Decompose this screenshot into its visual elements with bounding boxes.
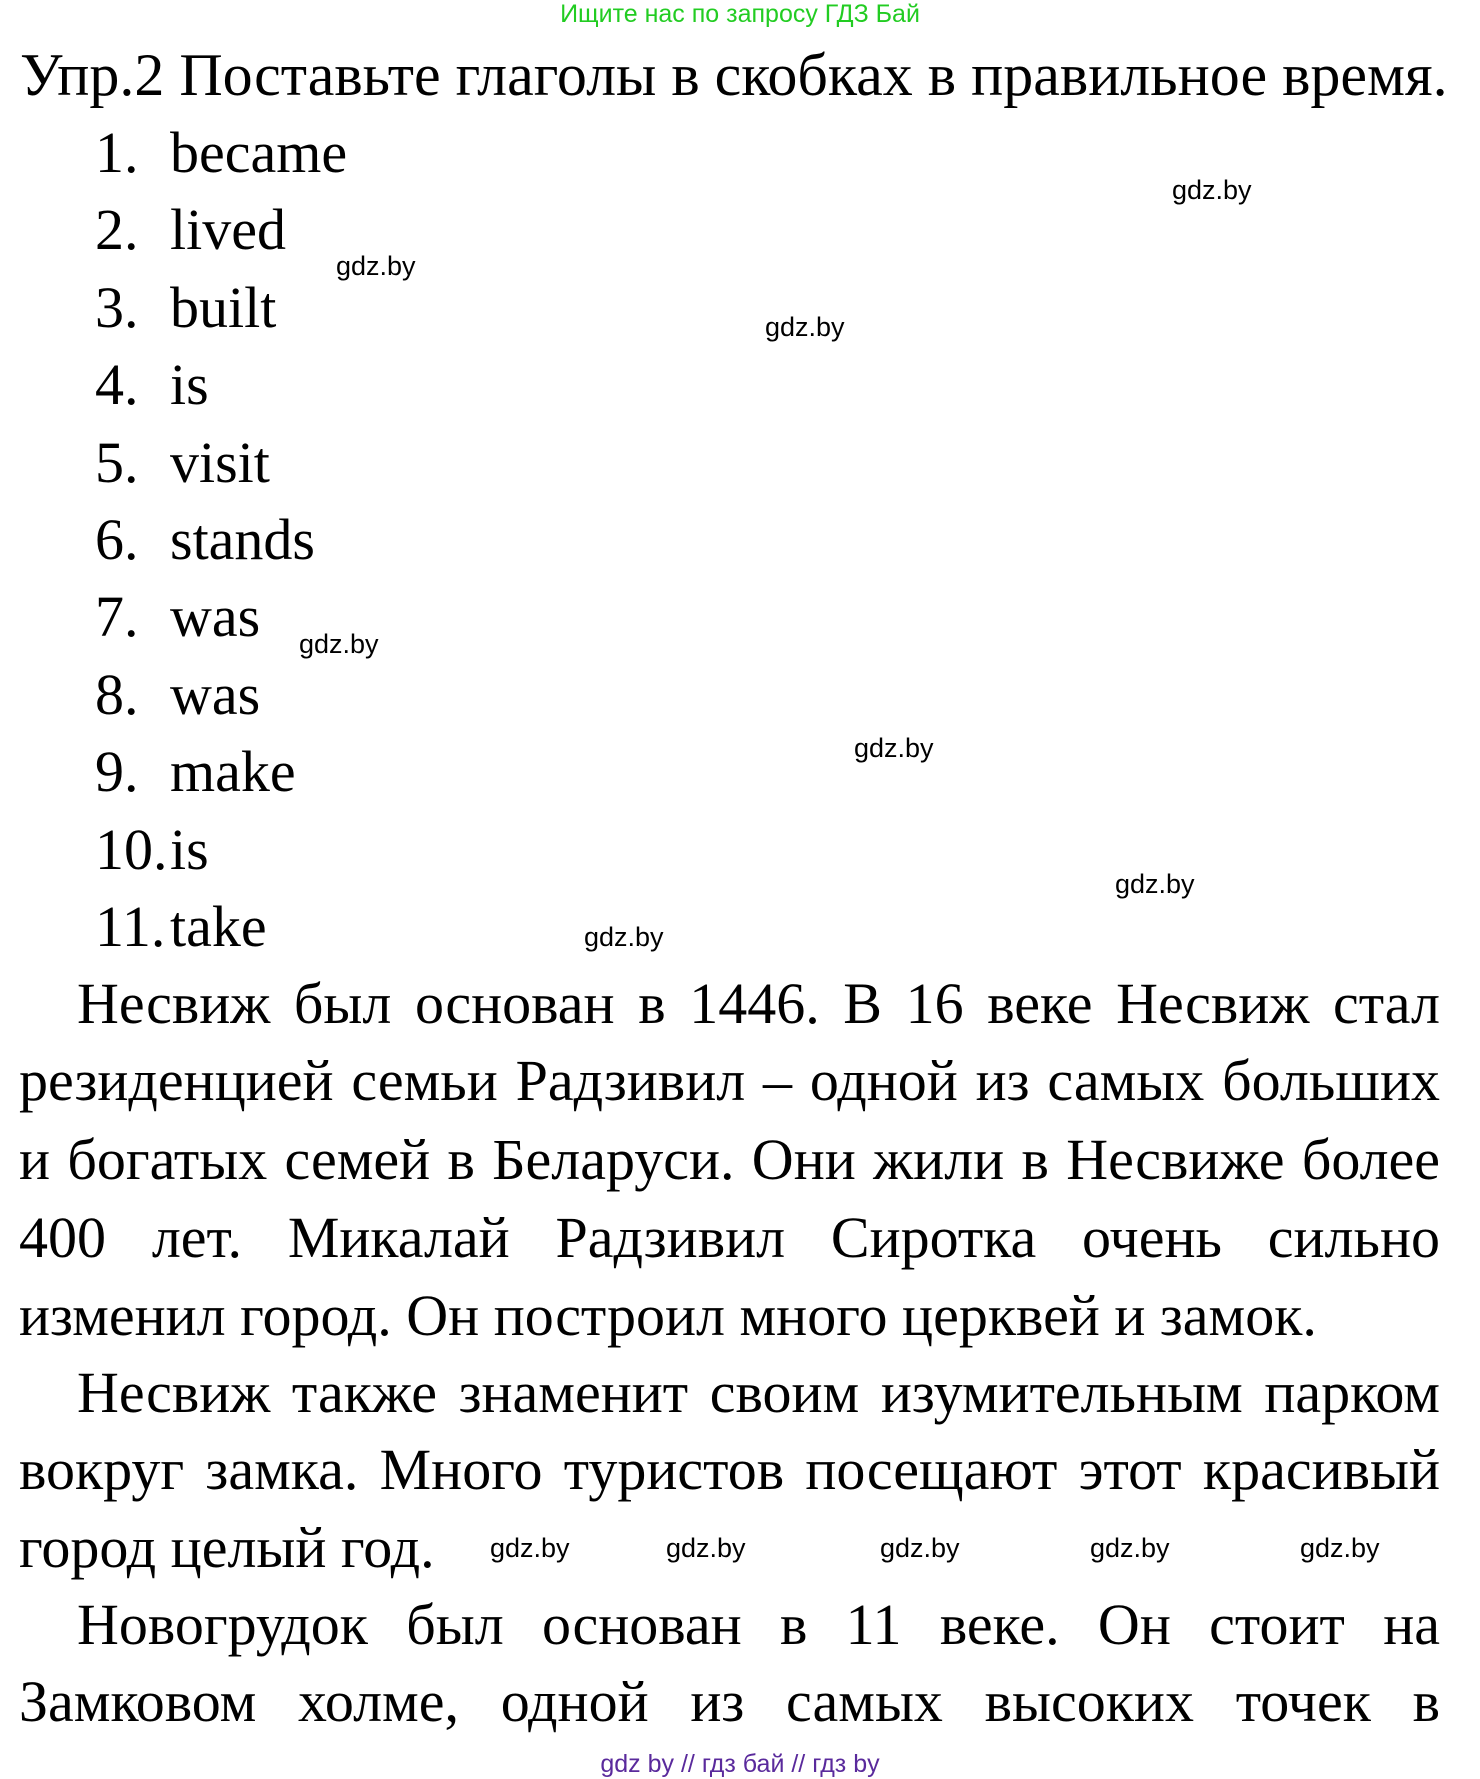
answer-item — [95, 350, 209, 420]
watermark-text: gdz.by — [299, 629, 379, 659]
watermark-text: gdz.by — [1090, 1533, 1170, 1563]
paragraph-line: Несвиж был основан в 1446. В 16 веке Несвиж стал — [77, 971, 1440, 1036]
answer-item — [95, 195, 286, 265]
watermark-text: gdz.by — [854, 733, 934, 763]
paragraph-line: изменил город. Он построил много церквей и замок. — [19, 1283, 1317, 1348]
answer-number: 2. — [95, 197, 139, 263]
answer-word: was — [170, 584, 261, 650]
answer-item — [95, 815, 209, 885]
answer-item — [95, 737, 296, 807]
answer-number: 10. — [95, 816, 168, 882]
paragraph-line: 400 лет. Микалай Радзивил Сиротка очень сильно — [19, 1205, 1440, 1270]
answer-word: built — [170, 274, 277, 340]
answer-word: is — [170, 352, 209, 418]
answer-word: stands — [170, 507, 315, 572]
search-hint-banner: Ищите нас по запросу ГДЗ Бай — [560, 0, 920, 28]
paragraph-line: Замковом холме, одной из самых высоких точек в — [19, 1669, 1440, 1734]
answer-item — [95, 892, 267, 962]
answer-word: lived — [170, 197, 286, 263]
paragraph-line: резиденцией семьи Радзивил – одной из самых больших — [19, 1048, 1440, 1113]
watermark-text: gdz.by — [1115, 869, 1195, 899]
watermark-text: gdz.by — [666, 1533, 746, 1563]
paragraph-line: город целый год. — [19, 1515, 435, 1580]
watermark-text: gdz.by — [584, 922, 664, 952]
answer-number: 6. — [95, 507, 139, 572]
watermark-text: gdz.by — [336, 251, 416, 281]
answer-item — [95, 660, 260, 730]
watermark-text: gdz.by — [1300, 1533, 1380, 1563]
watermark-text: gdz.by — [490, 1533, 570, 1563]
footer-watermark: gdz by // гдз бай // гдз by — [600, 1750, 880, 1778]
answer-item — [95, 582, 260, 652]
watermark-text: gdz.by — [880, 1533, 960, 1563]
answer-item — [95, 273, 276, 343]
answer-number: 11. — [95, 894, 166, 959]
answer-word: take — [170, 894, 267, 959]
exercise-title: Упр.2 Поставьте глаголы в скобках в правильное время. — [20, 42, 1448, 108]
answer-number: 9. — [95, 739, 139, 805]
answer-word: visit — [170, 429, 270, 495]
answer-number: 3. — [95, 274, 139, 340]
paragraph-line: вокруг замка. Много туристов посещают этот красивый — [19, 1437, 1440, 1502]
answer-item — [95, 505, 315, 575]
paragraph-line: и богатых семей в Беларуси. Они жили в Несвиже более — [19, 1127, 1440, 1192]
paragraph-line: Новогрудок был основан в 11 веке. Он стоит на — [77, 1592, 1440, 1657]
answer-number: 5. — [95, 429, 139, 495]
answer-word: became — [170, 120, 348, 185]
answer-word: is — [170, 816, 209, 882]
answer-item — [95, 428, 270, 498]
watermark-text: gdz.by — [765, 312, 845, 342]
watermark-text: gdz.by — [1172, 175, 1252, 205]
answer-word: make — [170, 739, 296, 805]
answer-number: 8. — [95, 661, 139, 727]
answer-number: 1. — [95, 120, 139, 185]
answer-number: 7. — [95, 584, 139, 650]
paragraph-line: Несвиж также знаменит своим изумительным парком — [77, 1360, 1440, 1425]
answer-number: 4. — [95, 352, 139, 418]
answer-word: was — [170, 661, 261, 727]
answer-item — [95, 118, 347, 188]
